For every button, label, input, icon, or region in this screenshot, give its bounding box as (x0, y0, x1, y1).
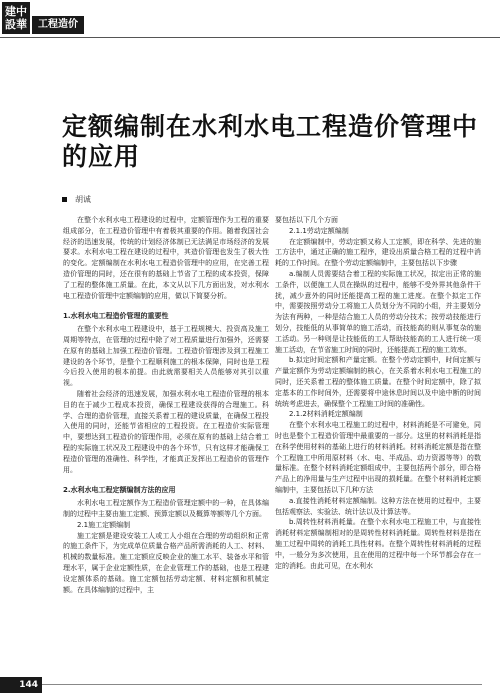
subsection-heading: 2.1.2材料消耗定额编制 (289, 410, 363, 419)
section-heading: 1.水利水电工程造价管理的重要性 (63, 312, 169, 321)
body-paragraph: 施工定额是建设安装工人或工人小组在合理的劳动组织和正常的施工条件下，为完成单位质量合格产品所需消耗的人工、材料、机械的数量标准。施工定额应反映企业的施工水平、装备水平和管理水平，属于企业定额性质，在企业管理工作的基础，也是工程建设定额体系的基础。施工定额包括劳动定额、材料定额和机械定额。在具体编制的过程中，主 (63, 531, 269, 594)
body-paragraph: b.周转性材料消耗量。在整个水利水电工程施工中，与直接性消耗材料定额编制相对的是周转性材料消耗量。周转性材料是指在施工过程中周转的消耗工具性材料。在整个周转性材料消耗的过程中，一般分为多次使用，且在使用的过程中每一个环节都会存在一定的消耗。由此可见，在水利水 (275, 518, 481, 570)
header-divider (0, 37, 500, 38)
body-paragraph: a.编制人员需要结合着工程的实际施工状况，拟定出正常的施工条件，以便施工人员在操纵的过程中，能够不受外界其他条件干扰，减少意外的同时还能提高工程的施工进度。在整个拟定工作中，需要按照劳动分工将施工人员划分为不同的小组，并主要划分为法有两种，一种是结合施工人员的劳动分技术；按劳动技能进行划分，技能低的从事简单的施工活动，而技能高的则从事复杂的施工活动。另一种则是让技能低的工人帮助技能高的工人进行统一项施工活动，在节省施工时间的同时，还能提高工程的施工效率。 (275, 269, 481, 354)
body-paragraph: 水利水电工程定额作为工程造价管理定额中的一种，在具体编制的过程中主要由施工定额、预算定额以及概算等额等几个方面。 (63, 499, 269, 518)
article-title: 定额编制在水利水电工程造价管理中的应用 (62, 112, 479, 171)
article-author: 胡诚 (62, 194, 91, 205)
footer-divider (42, 684, 482, 685)
logo-line-2: 設華 (5, 18, 27, 31)
body-paragraph: 要包括以下几个方面 (275, 216, 338, 224)
subsection-heading: 2.1.1劳动定额编制 (289, 226, 349, 235)
body-paragraph: a.直接性消耗材料定额编制。这种方法在使用的过程中，主要包括观察法、实验法、统计法以及计算法等。 (275, 496, 481, 516)
logo-line-1: 建中 (5, 5, 27, 18)
page-header (0, 0, 500, 38)
section-heading: 2.水利水电工程定额编制方法的应用 (63, 486, 176, 495)
body-paragraph: 在整个水利水电工程建设的过程中，定额管理作为工程的重要组成部分，在工程造价管理中有着极其重要的作用。随着我国社会经济的迅速发展，传统的计划经济体制已无法满足市场经济的发展要求。水利水电工程在建设的过程中，其造价管理也发生了极大性的变化。定额编制在水利水电工程造价管理中的应用，在完善工程造价管理的同时，还在很有的基础上节省了工程的成本投资，保障了工程的整体施工质量。在此，本文从以下几方面出发，对水利水电工程造价管理中定额编制的应用，做以下简要分析。 (63, 216, 269, 300)
body-paragraph: 随着社会经济的迅速发展，加强水利水电工程造价管理的根本目的在于减少工程成本投资，确保工程建设获得的合理施工。科学、合理的造价管理，直接关系着工程的建设质量，在确保工程投入使用的同时，还能节省相应的工程投资。在工程造价实际管理中，要想达到工程造价的管理作用，必须在原有的基础上结合着工程的实际施工状况及工程建设中的各个环节，只有这样才能确保工程造价管理的准确性、科学性，才能真正发挥出工程造价的管理作用。 (63, 389, 269, 474)
section-tag: 工程造价 (32, 16, 84, 34)
body-paragraph: b.拟定时间定额和产量定额。在整个劳动定额中，时间定额与产量定额作为劳动定额编制的核心，在关系着水利水电工程施工的同时，还关系着工程的整体施工质量。在整个时间定额中，除了拟定基本的工作时间外，还需要将中途休息时间以及中途中断的时间统统考虑进去，确保整个工程施工时间的准确性。 (275, 356, 481, 408)
body-paragraph: 在整个水利水电工程建设中，基于工程规模大、投资高及施工周期等特点，在管理的过程中除了对工程质量进行加强外，还需要在原有的基础上加强工程造价管理。工程造价管理涉及到工程施工建设的各个环节，是整个工程顺利施工的根本保障，同时也是工程今后投入使用的根本前提。由此就需要相关人员能够对其引以重视。 (63, 325, 269, 388)
magazine-logo (2, 2, 30, 34)
left-column (63, 215, 269, 595)
body-paragraph: 在定额编制中，劳动定额又称人工定额，即在科学、先进的施工方法中，通过正确的施工程序，建设出质量合格工程的过程中消耗的工作时间。在整个劳动定额编制中，主要包括以下步骤 (275, 237, 481, 268)
body-paragraph: 在整个水利水电工程施工的过程中，材料消耗是不可避免，同时也是整个工程造价管理中最重要的一部分。这里的材料消耗是指在科学使用材料的基础上进行的材料消耗。材料消耗定额是指在整个工程施工中所用原材料（水、电、半成品、动力资源等等）的数量标准。在整个材料消耗定额组成中，主要包括两个部分，即合格产品上的净用量与生产过程中出现的损耗量。在整个材料消耗定额编制中，主要包括以下几种方法 (275, 421, 481, 494)
subsection-heading: 2.1施工定额编制 (77, 520, 131, 529)
page-number: 144 (0, 677, 42, 693)
right-column (275, 215, 481, 571)
